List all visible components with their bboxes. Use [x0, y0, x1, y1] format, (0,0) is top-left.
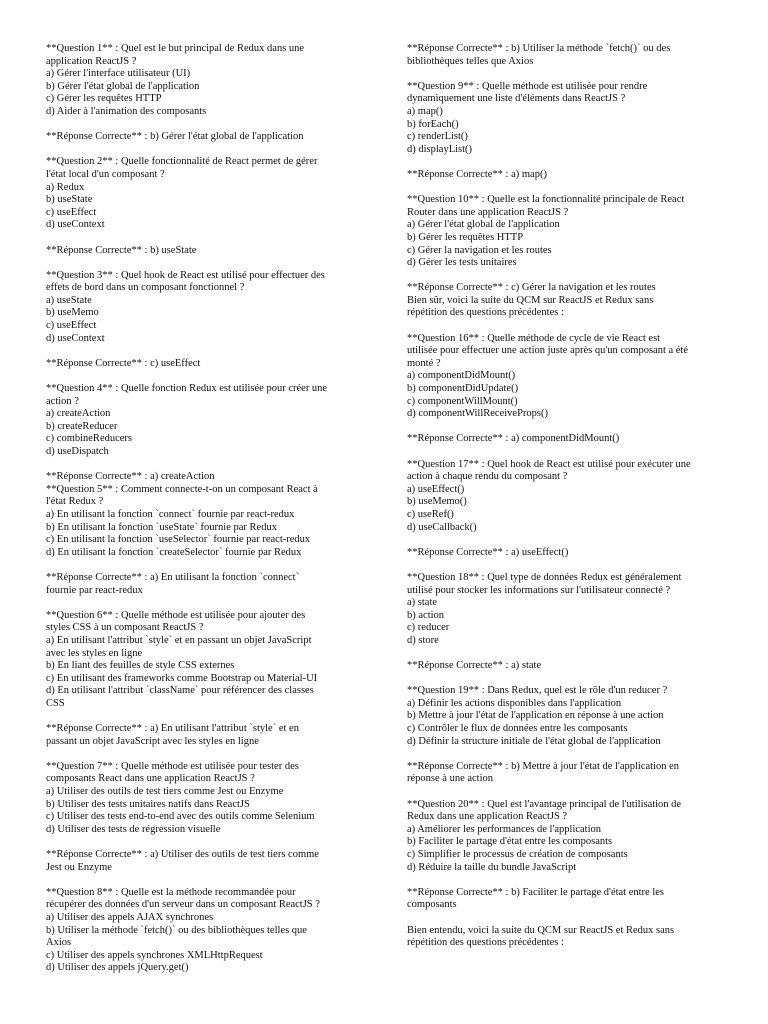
text-block	[46, 131, 366, 144]
text-line: **Réponse Correcte** : a) En utilisant la fonction `connect`	[46, 571, 300, 583]
text-line: d) useContext	[46, 332, 105, 344]
text-block	[46, 887, 366, 975]
left-column	[46, 43, 366, 975]
text-line: c) renderList()	[407, 131, 468, 143]
text-line: application ReactJS ?	[46, 55, 137, 67]
text-block	[46, 849, 366, 874]
text-line: **Question 18** : Quel type de données Redux est généralement	[407, 571, 682, 583]
text-line: b) componentDidUpdate()	[407, 383, 519, 395]
text-line: Bien entendu, voici la suite du QCM sur ReactJS et Redux sans	[407, 924, 675, 936]
text-line: c) useEffect	[46, 320, 97, 332]
text-line: c) Contrôler le flux de données entre les composants	[407, 723, 628, 735]
text-line: **Réponse Correcte** : a) useEffect()	[407, 546, 569, 558]
text-line: d) useCallback()	[407, 521, 477, 533]
text-line: **Question 20** : Quel est l'avantage principal de l'utilisation de	[407, 798, 682, 810]
text-line: **Réponse Correcte** : b) Mettre à jour l'état de l'application en	[407, 760, 680, 772]
text-line: c) reducer	[407, 622, 450, 634]
text-line: c) combineReducers	[46, 433, 133, 445]
text-line: a) Utiliser des appels AJAX synchrones	[46, 911, 214, 923]
text-block	[46, 358, 366, 371]
text-line: **Réponse Correcte** : a) Utiliser des outils de test tiers comme	[46, 849, 319, 860]
text-line: a) Gérer l'état global de l'application	[407, 219, 560, 231]
text-line: composants React dans une application ReactJS ?	[46, 773, 255, 785]
text-block	[407, 282, 727, 320]
text-block	[407, 572, 727, 648]
text-line: a) Redux	[46, 181, 85, 193]
text-block	[46, 723, 366, 748]
text-block	[46, 383, 366, 459]
text-block	[407, 925, 727, 950]
text-line: **Réponse Correcte** : b) useState	[46, 244, 197, 256]
text-line: styles CSS à un composant ReactJS ?	[46, 622, 204, 634]
text-line: composants	[407, 899, 457, 911]
text-line: utilisée pour effectuer une action juste après qu'un composant a été	[407, 345, 689, 357]
text-line: c) Utiliser des appels synchrones XMLHttpRequest	[46, 949, 263, 961]
text-line: b) Utiliser la méthode `fetch()` ou des bibliothèques telles que	[46, 924, 307, 936]
text-line: **Réponse Correcte** : a) En utilisant l'attribut `style` et en	[46, 723, 299, 735]
text-line: c) En utilisant la fonction `useSelector` fournie par react-redux	[46, 534, 311, 546]
text-block	[407, 887, 727, 912]
text-block	[46, 761, 366, 837]
text-line: a) En utilisant l'attribut `style` et en passant un objet JavaScript	[46, 634, 312, 646]
text-block	[407, 333, 727, 421]
text-line: passant un objet JavaScript avec les styles en ligne	[46, 735, 259, 747]
text-line: effets de bord dans un composant fonctionnel ?	[46, 282, 245, 294]
text-line: c) useEffect	[46, 206, 97, 218]
text-line: d) useContext	[46, 219, 105, 231]
text-line: fournie par react-redux	[46, 584, 143, 596]
text-line: **Question 3** : Quel hook de React est utilisé pour effectuer des	[46, 269, 325, 281]
text-line: b) forEach()	[407, 118, 459, 130]
text-line: d) En utilisant la fonction `createSelector` fournie par Redux	[46, 546, 302, 558]
text-block	[46, 245, 366, 258]
text-line: a) createAction	[46, 408, 111, 420]
text-line: répétition des questions précédentes :	[407, 937, 564, 949]
text-line: d) Aider à l'animation des composants	[46, 105, 207, 117]
text-line: c) En utilisant des frameworks comme Bootstrap ou Material-UI	[46, 672, 318, 684]
text-line: b) Utiliser des tests unitaires natifs dans ReactJS	[46, 798, 250, 810]
text-block	[407, 685, 727, 748]
text-line: c) Gérer la navigation et les routes	[407, 244, 552, 256]
text-line: d) Utiliser des appels jQuery.get()	[46, 962, 189, 974]
text-line: **Réponse Correcte** : c) Gérer la navigation et les routes	[407, 282, 656, 294]
text-line: **Réponse Correcte** : b) Gérer l'état global de l'application	[46, 131, 304, 143]
text-line: **Question 4** : Quelle fonction Redux est utilisée pour créer une	[46, 383, 328, 395]
text-line: a) Définir les actions disponibles dans l'application	[407, 697, 622, 709]
text-line: **Question 5** : Comment connecte-t-on un composant React à	[46, 483, 318, 495]
text-line: d) En utilisant l'attribut `className` pour référencer des classes	[46, 685, 314, 697]
text-line: l'état local d'un composant ?	[46, 168, 165, 180]
text-line: d) Utiliser des tests de régression visuelle	[46, 823, 221, 835]
text-line: action à chaque rendu du composant ?	[407, 471, 568, 483]
text-line: b) Gérer les requêtes HTTP	[407, 231, 524, 243]
text-line: avec les styles en ligne	[46, 647, 143, 659]
text-line: **Réponse Correcte** : a) createAction	[46, 471, 215, 483]
text-line: b) createReducer	[46, 420, 118, 432]
text-line: **Question 8** : Quelle est la méthode recommandée pour	[46, 886, 296, 898]
text-line: d) displayList()	[407, 143, 473, 155]
text-line: utilisé pour stocker les informations sur l'utilisateur connecté ?	[407, 584, 671, 596]
text-line: Redux dans une application ReactJS ?	[407, 811, 568, 823]
text-line: **Question 6** : Quelle méthode est utilisée pour ajouter des	[46, 609, 306, 621]
text-block	[407, 433, 727, 446]
text-block	[407, 194, 727, 270]
text-block	[407, 43, 727, 68]
text-line: l'état Redux ?	[46, 496, 104, 508]
text-block	[407, 761, 727, 786]
text-block	[46, 270, 366, 346]
text-line: c) Utiliser des tests end-to-end avec des outils comme Selenium	[46, 811, 315, 823]
text-block	[407, 547, 727, 560]
text-line: Axios	[46, 937, 72, 949]
text-line: **Réponse Correcte** : a) state	[407, 660, 542, 672]
right-column	[407, 43, 727, 950]
text-line: **Question 7** : Quelle méthode est utilisée pour tester des	[46, 760, 299, 772]
text-block	[46, 43, 366, 119]
text-line: a) En utilisant la fonction `connect` fournie par react-redux	[46, 508, 295, 520]
text-line: récupérer des données d'un serveur dans un composant ReactJS ?	[46, 899, 320, 911]
text-line: a) componentDidMount()	[407, 370, 516, 382]
text-line: b) action	[407, 609, 445, 621]
text-line: d) Gérer les tests unitaires	[407, 257, 517, 269]
text-line: b) Gérer l'état global de l'application	[46, 80, 200, 92]
text-block	[46, 610, 366, 711]
text-line: d) Définir la structure initiale de l'état global de l'application	[407, 735, 661, 747]
text-line: b) useState	[46, 194, 93, 206]
text-line: c) Simplifier le processus de création de composants	[407, 849, 628, 860]
text-line: dynamiquement une liste d'éléments dans ReactJS ?	[407, 93, 626, 105]
text-line: b) En utilisant la fonction `useState` fournie par Redux	[46, 521, 277, 533]
text-line: a) Améliorer les performances de l'application	[407, 823, 602, 835]
text-line: b) useMemo()	[407, 496, 467, 508]
text-line: a) useEffect()	[407, 483, 465, 495]
text-line: b) useMemo	[46, 307, 99, 319]
text-line: **Question 1** : Quel est le but principal de Redux dans une	[46, 43, 305, 54]
text-line: **Réponse Correcte** : b) Faciliter le partage d'état entre les	[407, 886, 664, 898]
text-line: **Question 9** : Quelle méthode est utilisée pour rendre	[407, 80, 648, 92]
text-line: **Question 2** : Quelle fonctionnalité de React permet de gérer	[46, 156, 318, 168]
text-line: d) store	[407, 634, 439, 646]
text-line: **Réponse Correcte** : c) useEffect	[46, 357, 201, 369]
text-block	[407, 660, 727, 673]
text-line: a) state	[407, 597, 438, 609]
text-line: Bien sûr, voici la suite du QCM sur ReactJS et Redux sans	[407, 294, 654, 306]
text-line: b) Faciliter le partage d'état entre les composants	[407, 836, 613, 848]
text-line: c) useRef()	[407, 508, 454, 520]
text-line: Jest ou Enzyme	[46, 861, 112, 873]
text-line: monté ?	[407, 357, 441, 369]
text-line: **Question 10** : Quelle est la fonctionnalité principale de React	[407, 194, 685, 206]
text-line: a) Gérer l'interface utilisateur (UI)	[46, 68, 191, 80]
text-line: b) En liant des feuilles de style CSS externes	[46, 660, 235, 672]
text-line: **Réponse Correcte** : a) map()	[407, 168, 547, 180]
text-line: b) Mettre à jour l'état de l'application en réponse à une action	[407, 710, 664, 722]
text-line: c) Gérer les requêtes HTTP	[46, 93, 162, 105]
text-block	[46, 156, 366, 232]
text-block	[407, 799, 727, 875]
text-line: c) componentWillMount()	[407, 395, 518, 407]
text-line: CSS	[46, 697, 65, 709]
text-block	[407, 81, 727, 157]
text-block	[407, 459, 727, 535]
text-line: répétition des questions précédentes :	[407, 307, 564, 319]
text-line: d) useDispatch	[46, 446, 109, 457]
text-block	[46, 572, 366, 597]
text-block	[46, 471, 366, 484]
text-line: a) map()	[407, 105, 443, 117]
text-line: **Question 16** : Quelle méthode de cycle de vie React est	[407, 332, 661, 344]
text-line: a) Utiliser des outils de test tiers comme Jest ou Enzyme	[46, 786, 284, 798]
text-line: réponse à une action	[407, 773, 494, 785]
text-line: action ?	[46, 395, 79, 407]
text-line: **Question 17** : Quel hook de React est utilisé pour exécuter une	[407, 458, 691, 470]
text-line: **Réponse Correcte** : a) componentDidMount()	[407, 433, 620, 445]
text-line: a) useState	[46, 294, 92, 306]
text-line: **Question 19** : Dans Redux, quel est le rôle d'un reducer ?	[407, 685, 668, 697]
text-line: d) componentWillReceiveProps()	[407, 408, 548, 420]
text-line: bibliothèques telles que Axios	[407, 55, 534, 67]
text-block	[407, 169, 727, 182]
text-line: d) Réduire la taille du bundle JavaScript	[407, 861, 577, 873]
text-line: Router dans une application ReactJS ?	[407, 206, 569, 218]
text-block	[46, 484, 366, 560]
text-line: **Réponse Correcte** : b) Utiliser la méthode `fetch()` ou des	[407, 43, 671, 54]
